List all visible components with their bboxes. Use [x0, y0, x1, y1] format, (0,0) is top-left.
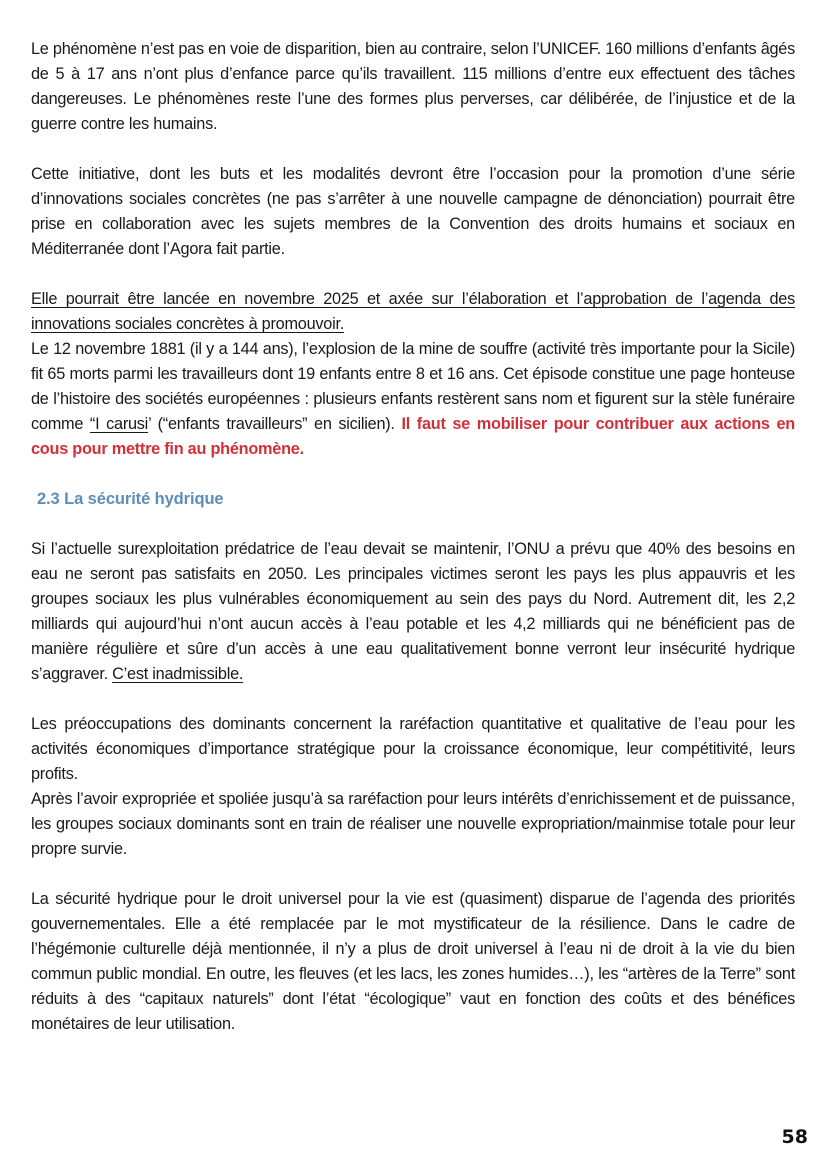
underlined-inadmissible: C’est inadmissible. — [112, 665, 244, 683]
call-to-action-red: Il faut se mobiliser pour contribuer aux actions en cous pour mettre fin au phénomène. — [31, 415, 795, 458]
paragraph-mine-explosion-1881 — [31, 337, 795, 462]
paragraph-spacer — [31, 687, 795, 712]
paragraph-initiative: Cette initiative, dont les buts et les modalités devront être l’occasion pour la promotion d’une série d’innovations sociales concrètes (ne pas s’arrêter à une nouvelle campagne de dénonciation) pourrait être prise en collaboration avec les sujets membres de la Convention des droits humains et sociaux en Méditerranée dont l’Agora fait partie. — [31, 165, 795, 258]
carusi-term: “I carusi — [89, 415, 149, 433]
page-number: 58 — [781, 1126, 808, 1148]
document-page — [31, 37, 795, 1037]
paragraph-water-security-agenda: La sécurité hydrique pour le droit universel pour la vie est (quasiment) disparue de l’agenda des priorités gouvernementales. Elle a été remplacée par le mot mystificateur de la résilience. Dans le cadre de l’hégémonie culturelle déjà mentionnée, il n’y a plus de droit universel à l’eau ni de droit à la vie du bien commun public mondial. En outre, les fleuves (et les lacs, les zones humides…), les “artères de la Terre” sont réduits à des “capitaux naturels” dont l’état “écologique” vaut en fonction des coûts et des bénéfices monétaires de leur utilisation. — [31, 890, 795, 1033]
section-heading: 2.3 La sécurité hydrique — [37, 490, 224, 508]
carusi-translation: (“enfants travailleurs” en sicilien). — [150, 415, 402, 433]
paragraph-launch-november-2025 — [31, 287, 795, 337]
paragraph-spacer — [31, 462, 795, 487]
paragraph-spacer — [31, 862, 795, 887]
mine-explosion-text: Le 12 novembre 1881 (il y a 144 ans), l’explosion de la mine de souffre (activité très importante pour la Sicile) fit 65 morts parmi les travailleurs dont 19 enfants entre 8 et 16 ans. Cet épisode constitue une page honteuse de l’histoire des sociétés européennes : plusieurs enfants restèrent sans nom et figurent sur la stèle funéraire comme — [31, 340, 795, 433]
paragraph-expropriation: Après l’avoir expropriée et spoliée jusqu’à sa raréfaction pour leurs intérêts d’enrichissement et de puissance, les groupes sociaux dominants sont en train de réaliser une nouvelle expropriation/mainmise totale pour leur propre survie. — [31, 790, 795, 858]
paragraph-unicef-child-labour: Le phénomène n’est pas en voie de disparition, bien au contraire, selon l’UNICEF. 160 millions d’enfants âgés de 5 à 17 ans n’ont plus d’enfance parce qu’ils travaillent. 115 millions d’entre eux effectuent des tâches dangereuses. Le phénomènes reste l’une des formes plus perverses, car délibérée, de l’injustice et de la guerre contre les humains. — [31, 40, 795, 133]
paragraph-spacer — [31, 262, 795, 287]
paragraph-spacer — [31, 137, 795, 162]
underlined-launch-text: Elle pourrait être lancée en novembre 2025 et axée sur l’élaboration et l’approbation de l’agenda des innovations sociales concrètes à promouvoir. — [31, 290, 795, 333]
paragraph-onu-water-forecast — [31, 537, 795, 687]
water-forecast-text: Si l’actuelle surexploitation prédatrice de l’eau devait se maintenir, l’ONU a prévu que 40% des besoins en eau ne seront pas satisfaits en 2050. Les principales victimes seront les pays les plus appauvris et les groupes sociaux les plus vulnérables économiquement au sein des pays du Nord. Autrement dit, les 2,2 milliards qui aujourd’hui n’ont aucun accès à l’eau potable et les 4,2 milliards qui ne bénéficient pas de manière régulière et sûre d’un accès à une eau qualitativement bonne verront leur insécurité hydrique s’aggraver. — [31, 540, 795, 683]
paragraph-dominants-concerns: Les préoccupations des dominants concernent la raréfaction quantitative et qualitative de l’eau pour les activités économiques d’importance stratégique pour la croissance économique, leur compétitivité, leurs profits. — [31, 715, 795, 783]
paragraph-spacer — [31, 512, 795, 537]
carusi-closing-quote: ’ — [148, 415, 151, 433]
